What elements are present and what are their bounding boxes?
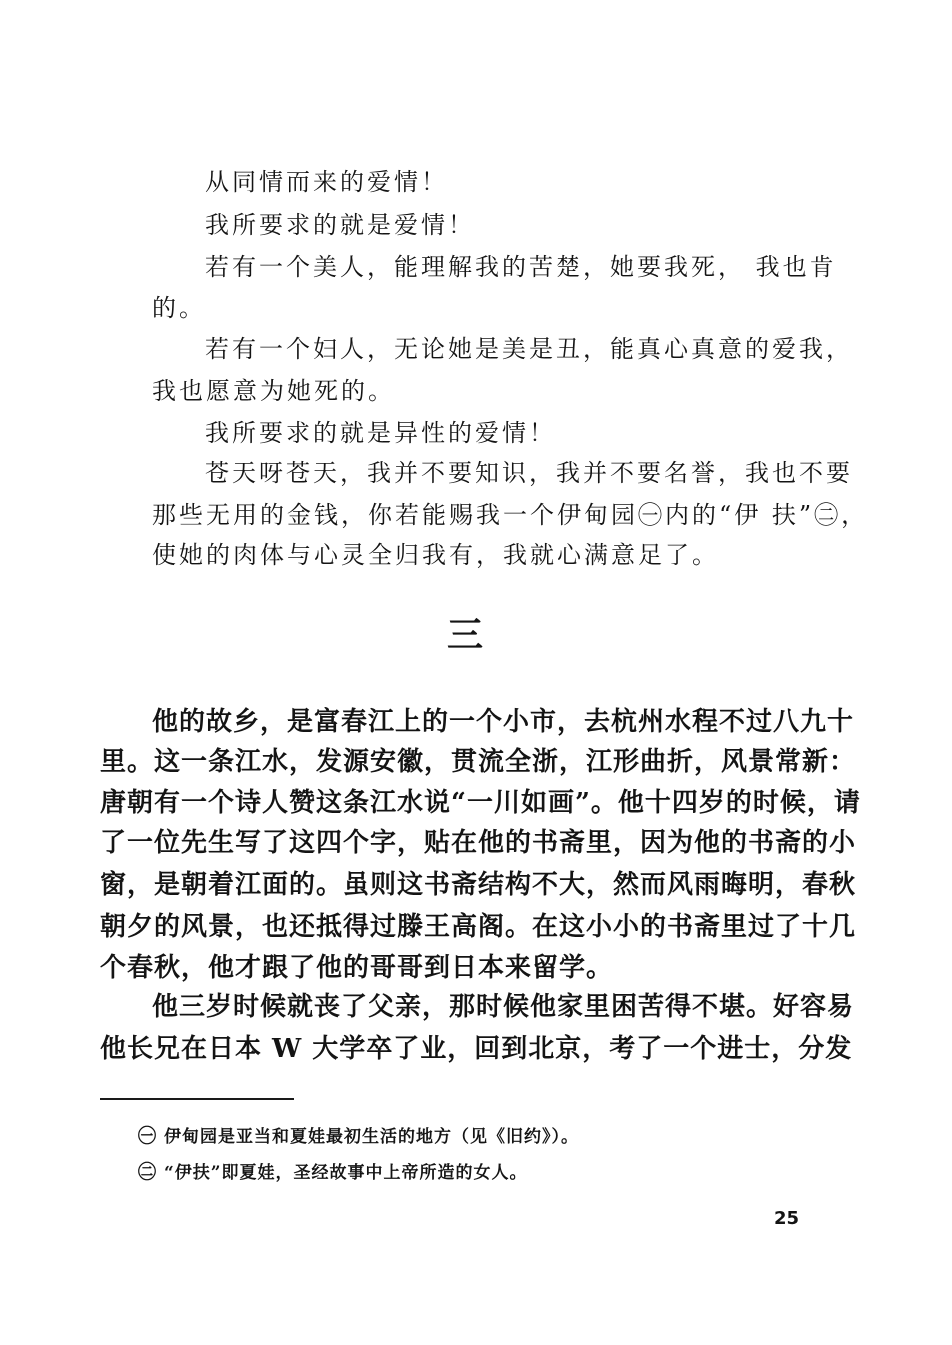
page-number: 25	[774, 1208, 800, 1229]
poem-line: 使她的肉体与心灵全归我有，我就心满意足了。	[152, 541, 719, 569]
prose-line: 他的故乡，是富春江上的一个小市，去杭州水程不过八九十	[152, 707, 855, 737]
poem-line: 若有一个美人，能理解我的苦楚，她要我死， 我也肯	[205, 253, 837, 281]
section-heading: 三	[447, 614, 484, 656]
prose-line: 朝夕的风景，也还抵得过滕王高阁。在这小小的书斋里过了十几	[100, 912, 857, 942]
footnote	[138, 1164, 528, 1182]
poem-line: 我所要求的就是爱情！	[205, 211, 475, 239]
poem-line: 我也愿意为她死的。	[152, 377, 395, 405]
prose-line: 他长兄在日本 W 大学卒了业，回到北京，考了一个进士，分发	[100, 1034, 853, 1064]
prose-line: 他三岁时候就丧了父亲，那时候他家里困苦得不堪。好容易	[152, 992, 855, 1022]
footnote-text: “伊扶”即夏娃，圣经故事中上帝所造的女人。	[164, 1163, 528, 1183]
prose-line: 唐朝有一个诗人赞这条江水说“一川如画”。他十四岁的时候，请	[100, 788, 861, 818]
footnote-marker: ㊀	[138, 1126, 157, 1147]
footnote-text: 伊甸园是亚当和夏娃最初生活的地方（见《旧约》）。	[164, 1127, 579, 1147]
prose-line: 个春秋，他才跟了他的哥哥到日本来留学。	[100, 953, 614, 983]
poem-line: 的。	[152, 294, 206, 322]
footnote	[138, 1128, 579, 1146]
prose-line: 了一位先生写了这四个字，贴在他的书斋里，因为他的书斋的小	[100, 828, 857, 858]
poem-line: 从同情而来的爱情！	[205, 168, 448, 196]
prose-line: 里。这一条江水，发源安徽，贯流全浙，江形曲折，风景常新：	[100, 747, 857, 777]
footnote-marker: ㊁	[138, 1162, 157, 1183]
poem-line: 那些无用的金钱，你若能赐我一个伊甸园㊀内的“伊 扶”㊁，	[152, 501, 869, 529]
prose-line: 窗，是朝着江面的。虽则这书斋结构不大，然而风雨晦明，春秋	[100, 870, 857, 900]
footnote-divider	[100, 1098, 294, 1100]
poem-line: 我所要求的就是异性的爱情！	[205, 419, 556, 447]
poem-line: 若有一个妇人，无论她是美是丑，能真心真意的爱我，	[205, 335, 853, 363]
poem-line: 苍天呀苍天，我并不要知识，我并不要名誉，我也不要	[205, 459, 853, 487]
